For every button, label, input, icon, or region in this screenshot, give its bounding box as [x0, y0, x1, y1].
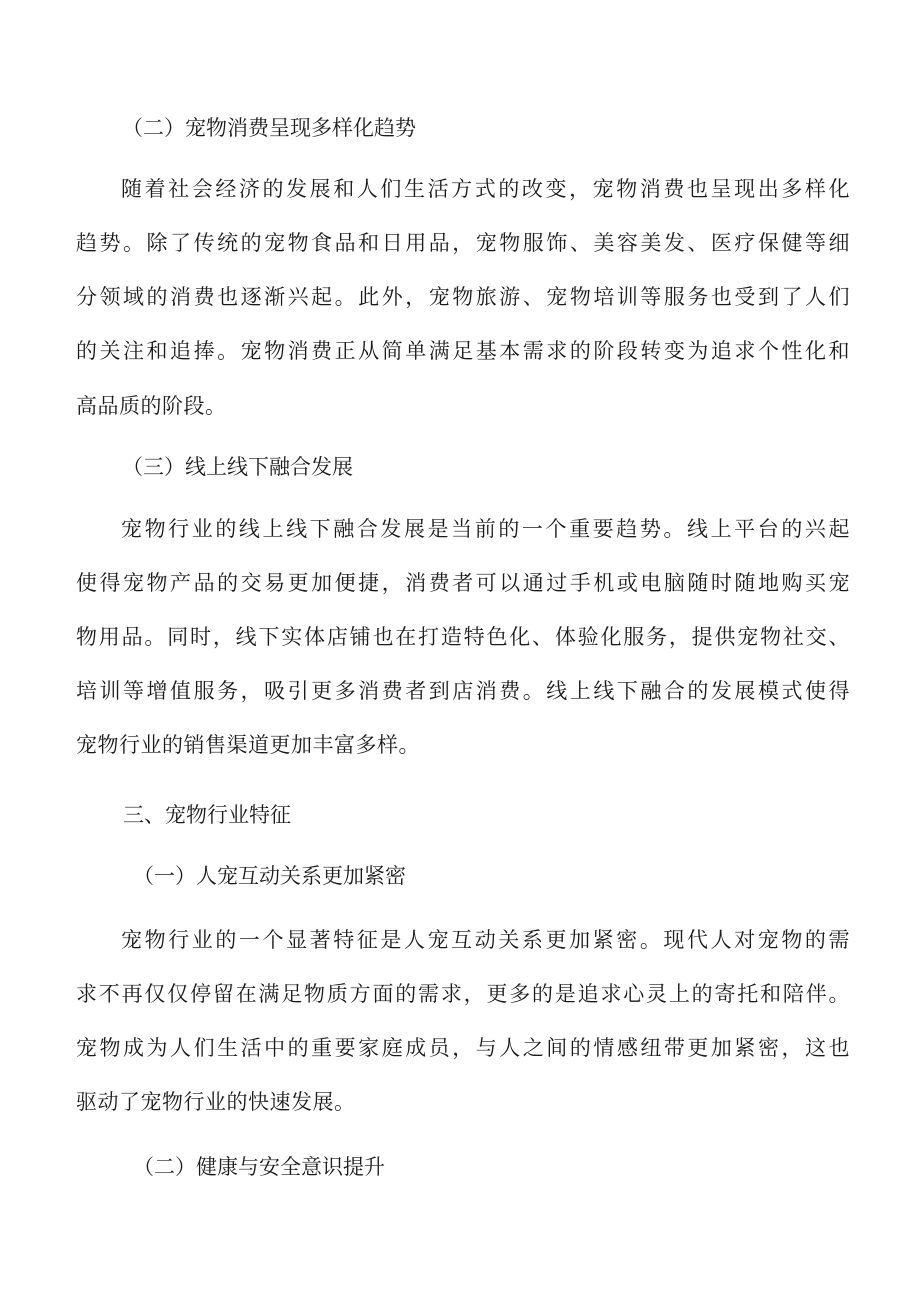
paragraph-line: 随着社会经济的发展和人们生活方式的改变，宠物消费也呈现出多样化 [121, 177, 850, 201]
paragraph-line: 驱动了宠物行业的快速发展。 [76, 1090, 356, 1114]
paragraph-line: 宠物行业的线上线下融合发展是当前的一个重要趋势。线上平台的兴起 [121, 517, 850, 541]
section-heading-human-pet-interaction: （一）人宠互动关系更加紧密 [133, 864, 406, 888]
chapter-heading-industry-characteristics: 三、宠物行业特征 [123, 803, 291, 827]
paragraph-line: 分领域的消费也逐渐兴起。此外，宠物旅游、宠物培训等服务也受到了人们 [76, 285, 850, 309]
paragraph-line: 的关注和追捧。宠物消费正从简单满足基本需求的阶段转变为追求个性化和 [76, 339, 850, 363]
paragraph-line: 高品质的阶段。 [76, 394, 227, 418]
paragraph-line: 物用品。同时，线下实体店铺也在打造特色化、体验化服务，提供宠物社交、 [76, 625, 850, 649]
section-heading-consumption-diversification: （二）宠物消费呈现多样化趋势 [122, 116, 416, 140]
paragraph-line: 使得宠物产品的交易更加便捷，消费者可以通过手机或电脑随时随地购买宠 [76, 571, 850, 595]
paragraph-line: 培训等增值服务，吸引更多消费者到店消费。线上线下融合的发展模式使得 [76, 679, 850, 703]
paragraph-line: 宠物成为人们生活中的重要家庭成员，与人之间的情感纽带更加紧密，这也 [76, 1036, 850, 1060]
paragraph-line: 求不再仅仅停留在满足物质方面的需求，更多的是追求心灵上的寄托和陪伴。 [76, 982, 850, 1006]
section-heading-online-offline: （三）线上线下融合发展 [122, 455, 353, 479]
paragraph-line: 宠物行业的一个显著特征是人宠互动关系更加紧密。现代人对宠物的需 [121, 928, 850, 952]
paragraph-line: 宠物行业的销售渠道更加丰富多样。 [76, 733, 420, 757]
section-heading-health-safety: （二）健康与安全意识提升 [133, 1155, 385, 1179]
paragraph-line: 趋势。除了传统的宠物食品和日用品，宠物服饰、美容美发、医疗保健等细 [76, 231, 850, 255]
